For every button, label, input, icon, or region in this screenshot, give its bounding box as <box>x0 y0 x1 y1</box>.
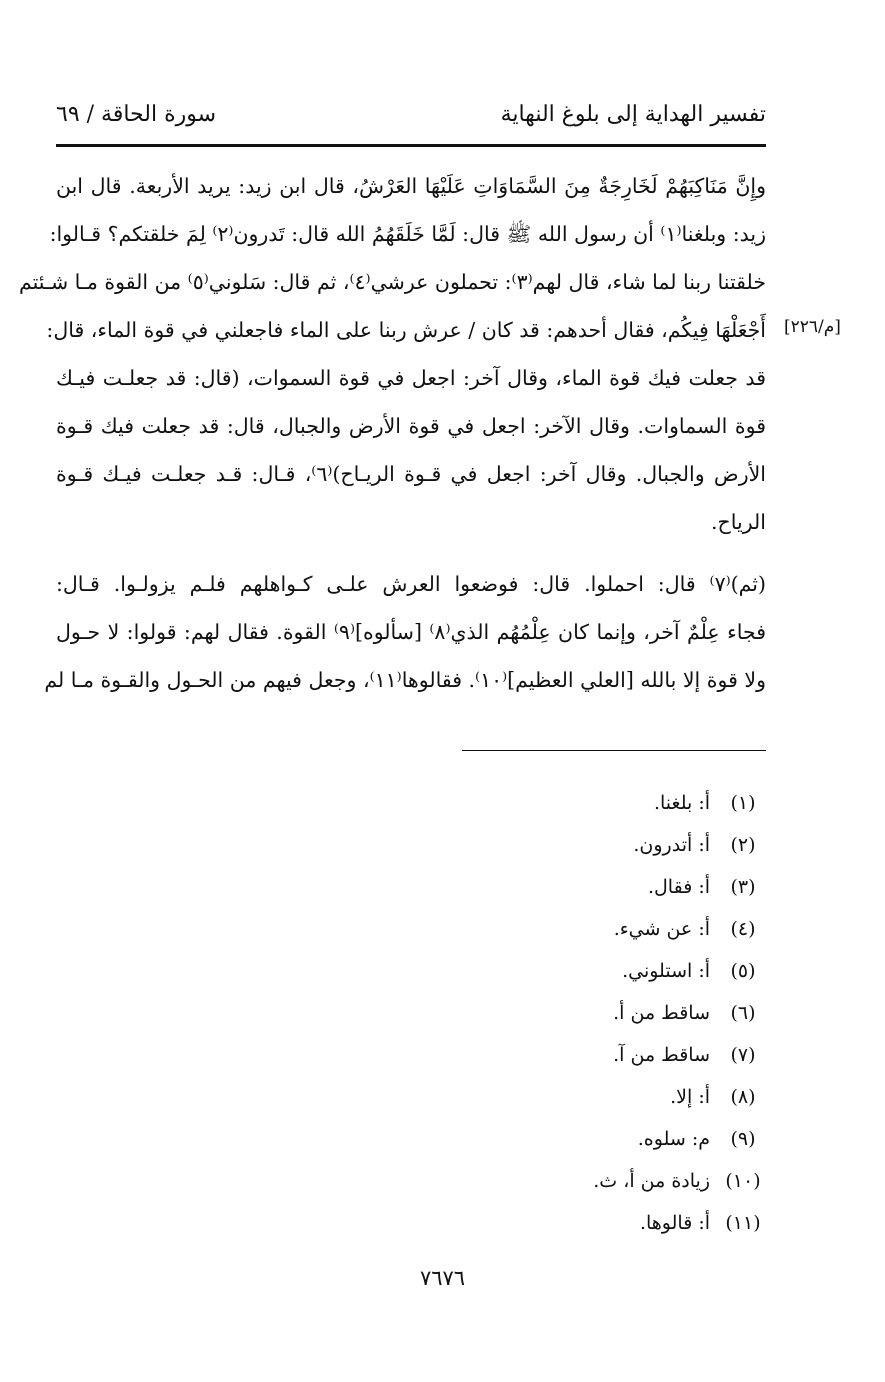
margin-folio-note: [م/٢٢٦] <box>784 317 841 337</box>
text-line: قوة السماوات. وقال الآخر: اجعل في قوة الأرض والجبال، قال: قد جعلت فيك قـوة <box>56 414 766 438</box>
footnote-number: (٥) <box>730 960 756 982</box>
footnote-text: ساقط من آ. <box>613 1044 710 1066</box>
text-line: فجاء عِلْمٌ آخر، وإنما كان عِلْمُهُم الذي⁽٨⁾ [سألوه]⁽٩⁾ القوة. فقال لهم: قولوا: لا حـول <box>56 620 766 644</box>
text-line: أَجْعَلْهَا فِيكُم، فقال أحدهم: قد كان / عرش ربنا على الماء فاجعلني في قوة الماء، قال: <box>46 318 766 342</box>
footnote-item <box>400 992 766 1034</box>
footnote-number: (٣) <box>730 876 756 898</box>
footnote-text: ساقط من أ. <box>613 1002 710 1024</box>
footnote-item <box>400 1034 766 1076</box>
footnote-text: أ: استلوني. <box>622 960 710 982</box>
footnote-number: (٢) <box>730 834 756 856</box>
text-line: وإِنَّ مَنَاكِبَهُمْ لَخَارِجَةٌ مِنَ السَّمَاوَاتِ عَلَيْهَا العَرْشُ، قال ابن زيد: يريد الأربعة. قال ابن <box>56 174 766 198</box>
footnote-text: أ: فقال. <box>647 876 710 898</box>
paragraph-one <box>18 162 766 546</box>
footnote-text: أ: إلا. <box>670 1086 710 1108</box>
footnote-text: أ: بلغنا. <box>653 792 710 814</box>
footnote-text: أ: قالوها. <box>639 1212 710 1234</box>
footnote-number: (٧) <box>730 1044 756 1066</box>
footnote-item <box>400 782 766 824</box>
text-line: ولا قوة إلا بالله [العلي العظيم]⁽١٠⁾. فقالوها⁽١١⁾، وجعل فيهم من الحـول والقـوة مـا لم <box>44 668 766 692</box>
header-divider <box>56 144 766 147</box>
footnote-number: (١١) <box>725 1212 761 1234</box>
footnote-item <box>400 1076 766 1118</box>
footnote-number: (١٠) <box>725 1170 761 1192</box>
footnote-number: (٨) <box>730 1086 756 1108</box>
page-number: ٧٦٧٦ <box>419 1266 466 1290</box>
footnote-text: أ: أتدرون. <box>633 834 710 856</box>
running-header <box>56 102 766 136</box>
footnote-item <box>400 950 766 992</box>
footnote-item <box>400 866 766 908</box>
footnote-text: زيادة من أ، ث. <box>593 1170 710 1192</box>
text-line: زيد: وبلغنا⁽١⁾ أن رسول الله ﷺ قال: لَمَّا خَلَقَهُمُ الله قال: تَدرون⁽٢⁾ لِمَ خلقتكم؟ قـالوا: <box>49 222 766 246</box>
text-line: خلقتنا ربنا لما شاء، قال لهم⁽٣⁾: تحملون عرشي⁽٤⁾، ثم قال: سَلوني⁽٥⁾ من القوة مـا شـئتم <box>18 270 766 294</box>
chapter-title: سورة الحاقة / ٦٩ <box>56 102 217 127</box>
footnote-item <box>400 1160 766 1202</box>
text-line: الأرض والجبال. وقال آخر: اجعل في قـوة الريـاح)⁽٦⁾، قـال: قـد جعلـت فيـك قـوة <box>56 462 766 486</box>
footnote-number: (٩) <box>730 1128 756 1150</box>
footnote-item <box>400 1118 766 1160</box>
footnote-divider <box>462 750 766 751</box>
text-line: قد جعلت فيك قوة الماء، وقال آخر: اجعل في قوة السموات، (قال: قد جعلـت فيـك <box>56 366 766 390</box>
footnote-item <box>400 1202 766 1244</box>
text-line: الرياح. <box>711 510 766 534</box>
text-line: (ثم)⁽٧⁾ قال: احملوا. قال: فوضعوا العرش علـى كـواهلهم فلـم يزولـوا. قـال: <box>56 572 766 596</box>
footnote-number: (٦) <box>730 1002 756 1024</box>
footnote-item <box>400 824 766 866</box>
footnotes-list <box>400 782 766 1244</box>
footnote-text: م: سلوه. <box>637 1128 710 1150</box>
footnote-text: أ: عن شيء. <box>613 918 710 940</box>
footnote-item <box>400 908 766 950</box>
footnote-number: (٤) <box>730 918 756 940</box>
footnote-number: (١) <box>730 792 756 814</box>
paragraph-two <box>44 560 766 704</box>
book-title: تفسير الهداية إلى بلوغ النهاية <box>500 102 766 127</box>
